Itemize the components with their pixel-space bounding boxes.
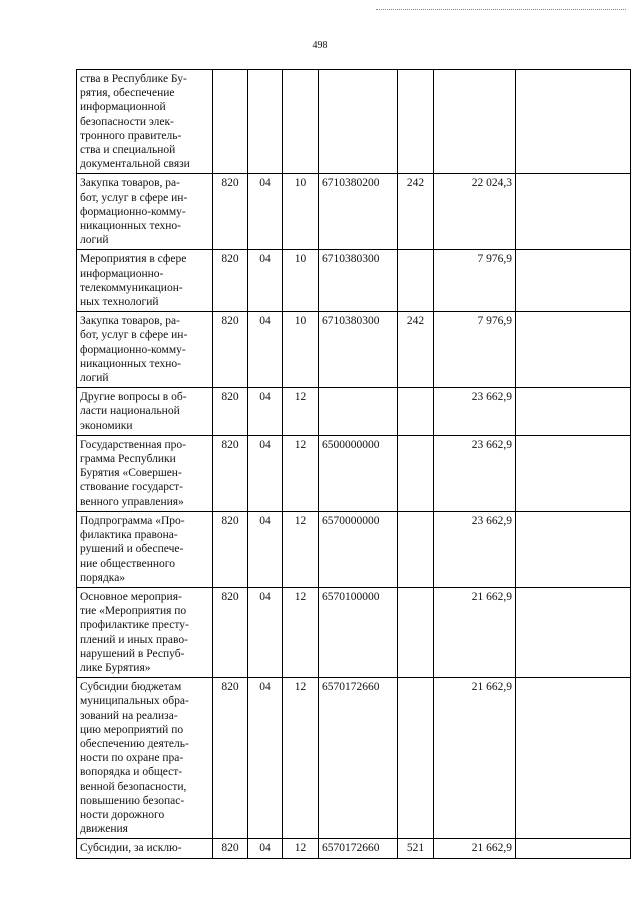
extra-amount-cell bbox=[516, 678, 631, 839]
budget-table bbox=[76, 69, 631, 859]
subsection-code-cell: 12 bbox=[283, 839, 319, 858]
subsection-code-cell: 10 bbox=[283, 312, 319, 388]
section-code-cell: 04 bbox=[248, 678, 283, 839]
table-row bbox=[77, 312, 631, 388]
subsection-code-cell: 12 bbox=[283, 587, 319, 677]
row-name-cell: Другие вопросы в об- ласти национальной экономики bbox=[77, 388, 213, 436]
row-name-cell: Закупка товаров, ра- бот, услуг в сфере ин- формационно-комму- никационных техно- логий bbox=[77, 312, 213, 388]
extra-amount-cell bbox=[516, 435, 631, 511]
amount-cell: 21 662,9 bbox=[434, 839, 516, 858]
section-code-cell: 04 bbox=[248, 250, 283, 312]
expense-type-cell bbox=[398, 511, 434, 587]
top-dotted-rule bbox=[376, 9, 626, 10]
target-article-cell: 6710380300 bbox=[319, 250, 398, 312]
target-article-cell bbox=[319, 388, 398, 436]
extra-amount-cell bbox=[516, 70, 631, 174]
row-name-cell: Основное мероприя- тие «Мероприятия по профилактике престу- плений и иных право- нарушений в Респуб- лике Бурятия» bbox=[77, 587, 213, 677]
grbs-code-cell: 820 bbox=[213, 388, 248, 436]
amount-cell: 23 662,9 bbox=[434, 511, 516, 587]
amount-cell: 21 662,9 bbox=[434, 678, 516, 839]
page-number: 498 bbox=[312, 40, 328, 51]
table-row bbox=[77, 839, 631, 858]
subsection-code-cell: 10 bbox=[283, 174, 319, 250]
section-code-cell: 04 bbox=[248, 388, 283, 436]
row-name-cell: Государственная про- грамма Республики Бурятия «Совершен- ствование государст- венного управления» bbox=[77, 435, 213, 511]
extra-amount-cell bbox=[516, 511, 631, 587]
grbs-code-cell: 820 bbox=[213, 678, 248, 839]
target-article-cell bbox=[319, 70, 398, 174]
grbs-code-cell: 820 bbox=[213, 839, 248, 858]
table-row bbox=[77, 678, 631, 839]
amount-cell: 23 662,9 bbox=[434, 388, 516, 436]
amount-cell: 7 976,9 bbox=[434, 312, 516, 388]
subsection-code-cell: 12 bbox=[283, 435, 319, 511]
subsection-code-cell: 10 bbox=[283, 250, 319, 312]
extra-amount-cell bbox=[516, 250, 631, 312]
table-row bbox=[77, 388, 631, 436]
amount-cell: 23 662,9 bbox=[434, 435, 516, 511]
expense-type-cell bbox=[398, 678, 434, 839]
row-name-cell: ства в Республике Бу- рятия, обеспечение информационной безопасности элек- тронного правитель- ства и специальной документальной связи bbox=[77, 70, 213, 174]
target-article-cell: 6500000000 bbox=[319, 435, 398, 511]
table-row bbox=[77, 435, 631, 511]
amount-cell: 22 024,3 bbox=[434, 174, 516, 250]
section-code-cell: 04 bbox=[248, 511, 283, 587]
amount-cell bbox=[434, 70, 516, 174]
expense-type-cell: 521 bbox=[398, 839, 434, 858]
grbs-code-cell: 820 bbox=[213, 174, 248, 250]
expense-type-cell bbox=[398, 70, 434, 174]
subsection-code-cell bbox=[283, 70, 319, 174]
section-code-cell: 04 bbox=[248, 312, 283, 388]
grbs-code-cell: 820 bbox=[213, 435, 248, 511]
extra-amount-cell bbox=[516, 174, 631, 250]
grbs-code-cell: 820 bbox=[213, 587, 248, 677]
grbs-code-cell bbox=[213, 70, 248, 174]
section-code-cell: 04 bbox=[248, 435, 283, 511]
amount-cell: 21 662,9 bbox=[434, 587, 516, 677]
extra-amount-cell bbox=[516, 388, 631, 436]
target-article-cell: 6710380200 bbox=[319, 174, 398, 250]
table-row bbox=[77, 70, 631, 174]
row-name-cell: Закупка товаров, ра- бот, услуг в сфере ин- формационно-комму- никационных техно- логий bbox=[77, 174, 213, 250]
grbs-code-cell: 820 bbox=[213, 511, 248, 587]
target-article-cell: 6710380300 bbox=[319, 312, 398, 388]
section-code-cell: 04 bbox=[248, 839, 283, 858]
target-article-cell: 6570100000 bbox=[319, 587, 398, 677]
target-article-cell: 6570000000 bbox=[319, 511, 398, 587]
grbs-code-cell: 820 bbox=[213, 312, 248, 388]
subsection-code-cell: 12 bbox=[283, 678, 319, 839]
row-name-cell: Субсидии, за исклю- bbox=[77, 839, 213, 858]
row-name-cell: Мероприятия в сфере информационно- телекоммуникацион- ных технологий bbox=[77, 250, 213, 312]
section-code-cell: 04 bbox=[248, 587, 283, 677]
amount-cell: 7 976,9 bbox=[434, 250, 516, 312]
expense-type-cell bbox=[398, 388, 434, 436]
subsection-code-cell: 12 bbox=[283, 388, 319, 436]
target-article-cell: 6570172660 bbox=[319, 678, 398, 839]
table-row bbox=[77, 174, 631, 250]
extra-amount-cell bbox=[516, 587, 631, 677]
expense-type-cell: 242 bbox=[398, 174, 434, 250]
table-row bbox=[77, 511, 631, 587]
extra-amount-cell bbox=[516, 839, 631, 858]
extra-amount-cell bbox=[516, 312, 631, 388]
row-name-cell: Субсидии бюджетам муниципальных обра- зований на реализа- цию мероприятий по обеспечению деятель- ности по охране пра- вопорядка и общест- венной безопасности, повышению безопас- ности дорожного движения bbox=[77, 678, 213, 839]
expense-type-cell bbox=[398, 587, 434, 677]
subsection-code-cell: 12 bbox=[283, 511, 319, 587]
section-code-cell: 04 bbox=[248, 174, 283, 250]
row-name-cell: Подпрограмма «Про- филактика правона- рушений и обеспече- ние общественного порядка» bbox=[77, 511, 213, 587]
expense-type-cell bbox=[398, 435, 434, 511]
table-row bbox=[77, 250, 631, 312]
table-row bbox=[77, 587, 631, 677]
expense-type-cell bbox=[398, 250, 434, 312]
grbs-code-cell: 820 bbox=[213, 250, 248, 312]
target-article-cell: 6570172660 bbox=[319, 839, 398, 858]
expense-type-cell: 242 bbox=[398, 312, 434, 388]
section-code-cell bbox=[248, 70, 283, 174]
